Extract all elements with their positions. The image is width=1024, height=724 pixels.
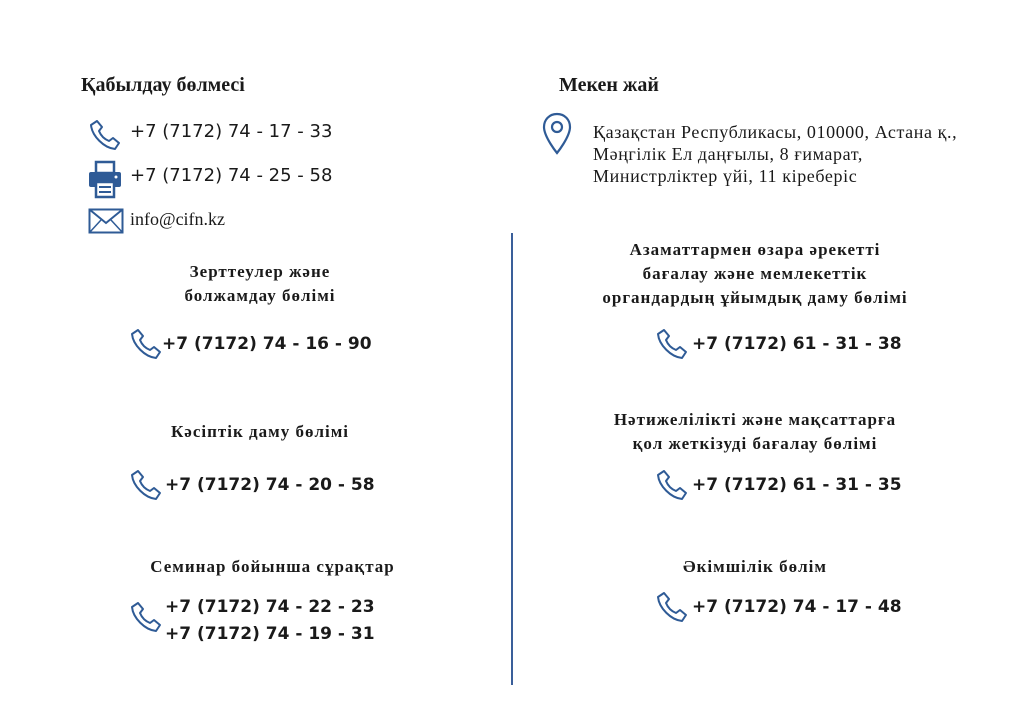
dept-seminar-phone[interactable]: +7 (7172) 74 - 19 - 31: [165, 624, 375, 644]
dept-citizens-phone[interactable]: +7 (7172) 61 - 31 - 38: [692, 334, 902, 354]
dept-admin-phone[interactable]: +7 (7172) 74 - 17 - 48: [692, 597, 902, 617]
dept-title-line: Зерттеулер және: [189, 262, 331, 281]
address-line: Қазақстан Республикасы, 010000, Астана қ.,: [593, 122, 958, 142]
dept-research-title: [80, 260, 440, 308]
dept-efficiency-title: [540, 408, 970, 456]
address-block: [593, 121, 957, 187]
address-line: Министрліктер үйі, 11 кіреберіс: [593, 166, 858, 186]
address-line: Мәңгілік Ел даңғылы, 8 ғимарат,: [593, 144, 863, 164]
reception-fax[interactable]: +7 (7172) 74 - 25 - 58: [130, 165, 333, 186]
dept-professional-title: [80, 420, 440, 444]
dept-title-line: органдардың ұйымдық даму бөлімі: [602, 288, 908, 307]
dept-admin-title: [540, 555, 970, 579]
dept-seminar-title: [80, 555, 465, 579]
dept-title-line: Нәтижелілікті және мақсаттарға: [613, 410, 897, 429]
reception-title: Қабылдау бөлмесі: [81, 74, 245, 96]
dept-title-line: қол жеткізуді бағалау бөлімі: [632, 434, 878, 453]
address-title: Мекен жай: [559, 74, 659, 96]
reception-email[interactable]: info@cifn.kz: [130, 209, 226, 229]
phone-icon: [655, 327, 689, 361]
printer-icon: [87, 160, 123, 200]
dept-efficiency-phone[interactable]: +7 (7172) 61 - 31 - 35: [692, 475, 902, 495]
dept-title-line: болжамдау бөлімі: [184, 286, 336, 305]
location-pin-icon: [541, 112, 573, 156]
phone-icon: [655, 590, 689, 624]
phone-icon: [129, 468, 163, 502]
dept-seminar-phone[interactable]: +7 (7172) 74 - 22 - 23: [165, 597, 375, 617]
phone-icon: [655, 468, 689, 502]
dept-research-phone[interactable]: +7 (7172) 74 - 16 - 90: [162, 334, 372, 354]
dept-title-line: Кәсіптік даму бөлімі: [170, 422, 350, 441]
phone-icon: [129, 600, 163, 634]
envelope-icon: [88, 208, 124, 234]
phone-icon: [129, 327, 163, 361]
dept-citizens-title: [540, 238, 970, 310]
column-divider: [511, 233, 513, 685]
dept-professional-phone[interactable]: +7 (7172) 74 - 20 - 58: [165, 475, 375, 495]
phone-icon: [88, 118, 122, 152]
dept-title-line: Әкімшілік бөлім: [683, 557, 827, 576]
dept-title-line: Семинар бойынша сұрақтар: [150, 557, 395, 576]
dept-title-line: Азаматтармен өзара әрекетті: [629, 240, 881, 259]
dept-title-line: бағалау және мемлекеттік: [642, 264, 868, 283]
reception-phone[interactable]: +7 (7172) 74 - 17 - 33: [130, 121, 333, 142]
